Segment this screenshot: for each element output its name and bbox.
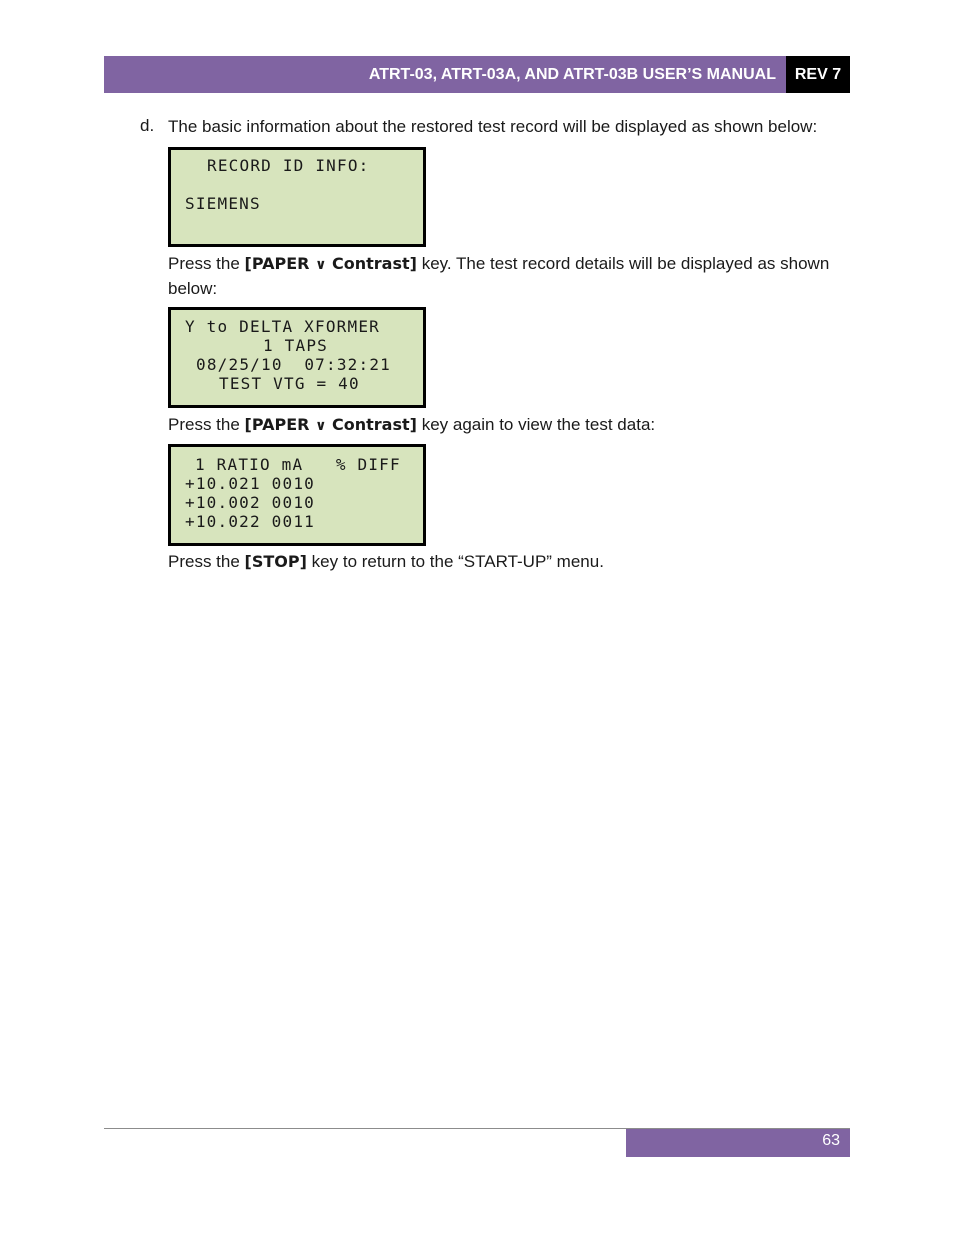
instruction-paper-contrast-1 <box>168 252 850 300</box>
stop-key: [STOP] <box>244 552 307 571</box>
revision-badge: REV 7 <box>786 56 850 93</box>
step-marker: d. <box>140 116 155 135</box>
instruction-text: Press the <box>168 254 240 273</box>
lcd-line: RECORD ID INFO: <box>207 156 370 175</box>
instruction-paper-contrast-2 <box>168 413 850 438</box>
page-number: 63 <box>822 1132 840 1149</box>
paper-contrast-key: [PAPER ∨ Contrast] <box>244 415 417 434</box>
header-bar <box>104 56 786 93</box>
lcd-line: +10.002 0010 <box>185 493 315 512</box>
instruction-text: key. The test record details will be displayed as shown below: <box>168 254 830 298</box>
lcd-screen-record-id <box>168 147 426 247</box>
down-arrow-icon: ∨ <box>315 257 327 273</box>
lcd-line: TEST VTG = 40 <box>219 374 360 393</box>
down-arrow-icon: ∨ <box>315 418 327 434</box>
footer-bar <box>626 1129 850 1157</box>
lcd-line <box>171 175 423 194</box>
lcd-line: Y to DELTA XFORMER <box>185 317 380 336</box>
lcd-line: SIEMENS <box>185 194 261 213</box>
step-intro: The basic information about the restored test record will be displayed as shown below: <box>168 117 818 136</box>
lcd-line: 08/25/10 07:32:21 <box>196 355 391 374</box>
lcd-line: 1 TAPS <box>263 336 328 355</box>
lcd-line: +10.022 0011 <box>185 512 315 531</box>
paper-contrast-key: [PAPER ∨ Contrast] <box>244 254 417 273</box>
instruction-text: key again to view the test data: <box>421 415 656 434</box>
lcd-line <box>171 213 423 232</box>
lcd-screen-test-details <box>168 307 426 408</box>
lcd-screen-test-data <box>168 444 426 546</box>
instruction-text: Press the <box>168 415 240 434</box>
lcd-line: 1 RATIO mA % DIFF <box>195 455 401 474</box>
instruction-text: Press the <box>168 552 240 571</box>
lcd-line: +10.021 0010 <box>185 474 315 493</box>
instruction-stop <box>168 550 850 573</box>
instruction-text: key to return to the “START-UP” menu. <box>311 552 604 571</box>
manual-title: ATRT-03, ATRT-03A, AND ATRT-03B USER’S MANUAL <box>368 66 776 83</box>
